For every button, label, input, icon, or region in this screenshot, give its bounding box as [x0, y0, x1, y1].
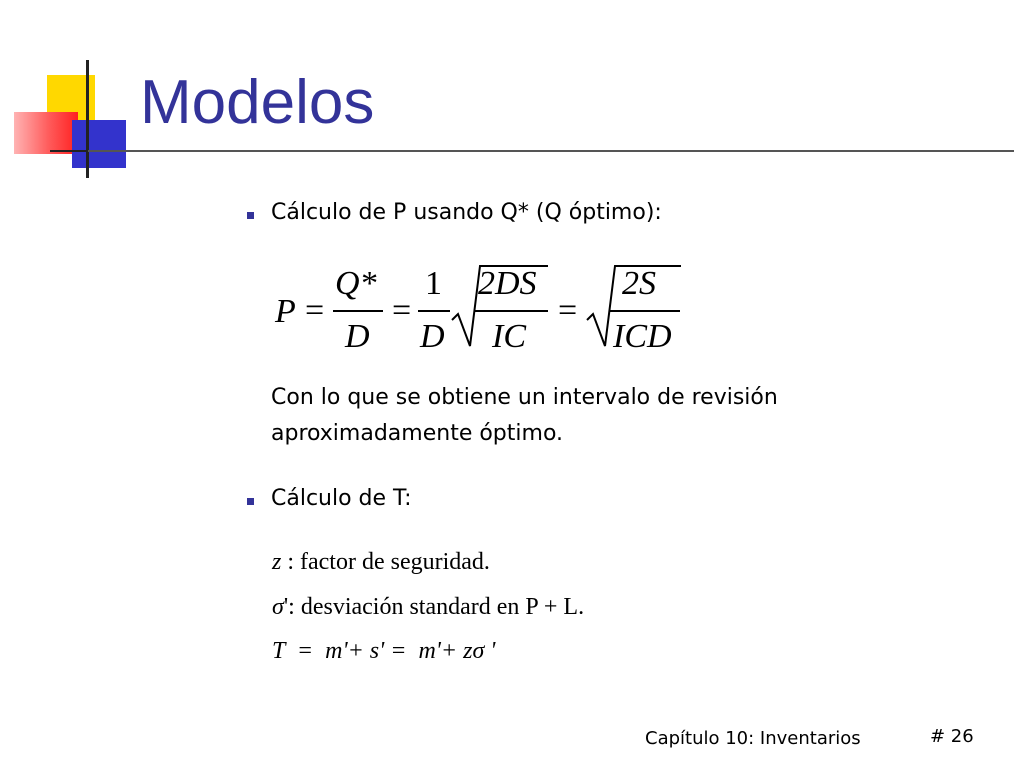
footer-chapter: Capítulo 10: Inventarios [645, 728, 861, 749]
page-title: Modelos [140, 68, 375, 137]
formula-frac1-num: Q* [335, 265, 377, 302]
logo-red-square [14, 112, 78, 154]
formula-equals: = [558, 292, 578, 329]
formula-frac4-den: ICD [613, 318, 672, 355]
formula-frac4-num: 2S [622, 265, 656, 302]
formula-frac2-num: 1 [425, 265, 442, 302]
square-root-sign [450, 262, 550, 358]
formula-equals: = [305, 292, 325, 329]
formula-lhs-p: P [275, 293, 296, 330]
fraction-bar [610, 310, 680, 312]
formula-frac3-den: IC [492, 318, 526, 355]
bullet-p-label: Cálculo de P usando Q* (Q óptimo): [271, 200, 662, 225]
definition-sigma-symbol: σ [272, 594, 284, 620]
fraction-bar [333, 310, 383, 312]
definition-z [272, 549, 490, 576]
formula-frac1-den: D [345, 318, 370, 355]
square-root-sign [585, 262, 685, 358]
footer-page-number: # 26 [930, 726, 974, 747]
definition-sigma [272, 594, 584, 621]
title-divider [88, 150, 1014, 152]
bullet-p-note-line2: aproximadamente óptimo. [271, 421, 564, 446]
definition-z-text: : factor de seguridad. [281, 549, 490, 575]
fraction-bar [418, 310, 450, 312]
bullet-p-note-line1: Con lo que se obtiene un intervalo de revisión [271, 385, 778, 410]
bullet-t-label: Cálculo de T: [271, 486, 412, 511]
formula-frac3-num: 2DS [478, 265, 537, 302]
formula-t: T = m'+ s' = m'+ zσ ' [272, 638, 496, 664]
definition-sigma-text: ': desviación standard en P + L. [283, 594, 585, 620]
definition-z-symbol: z [272, 549, 282, 575]
logo-blue-square [72, 120, 126, 168]
bullet-marker [247, 498, 254, 505]
formula-frac2-den: D [420, 318, 445, 355]
logo-vertical-line [86, 60, 89, 178]
fraction-bar [474, 310, 548, 312]
formula-equals: = [392, 292, 412, 329]
bullet-marker [247, 212, 254, 219]
